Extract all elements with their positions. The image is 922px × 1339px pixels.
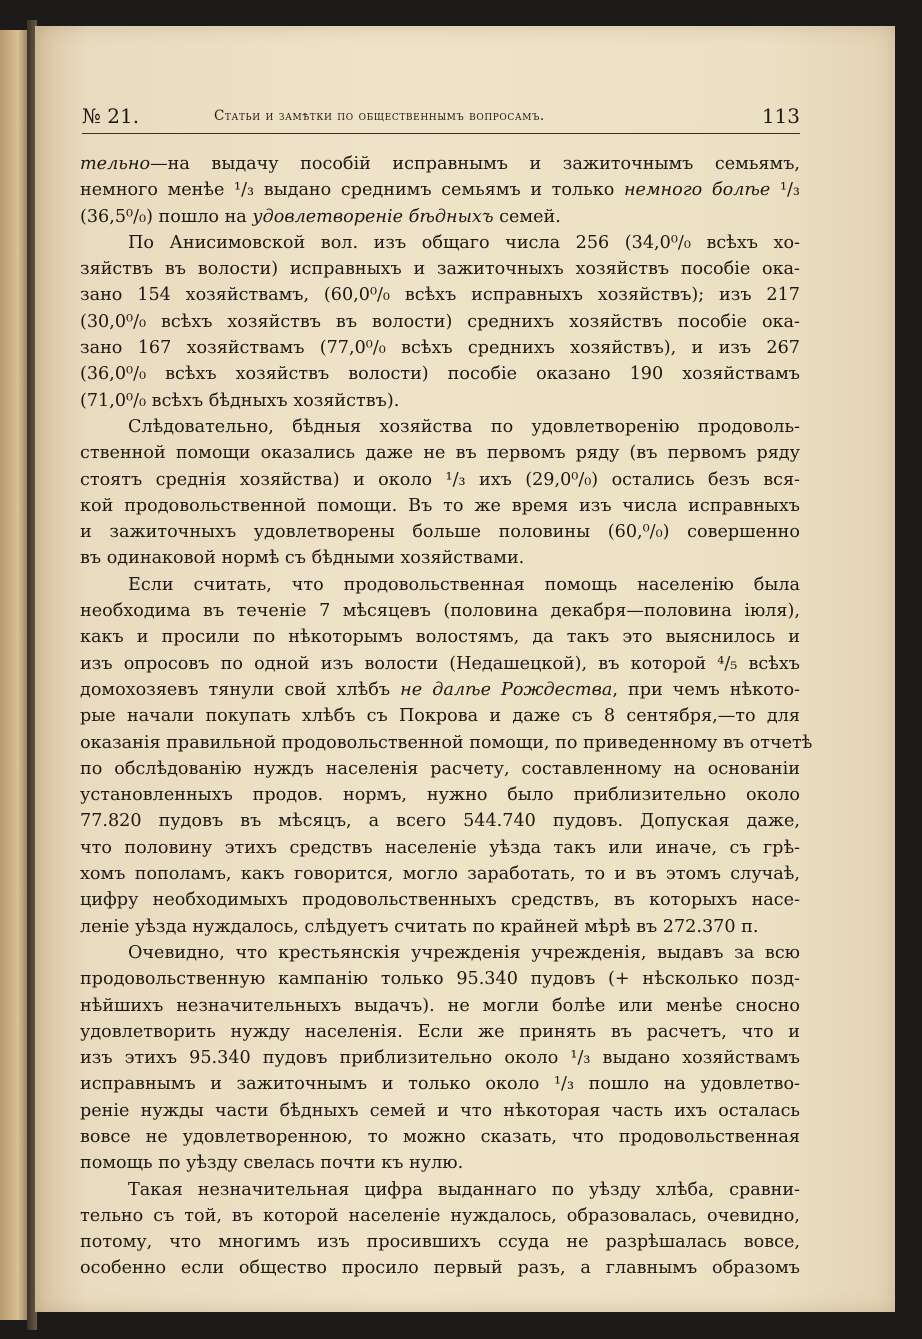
text-line [80, 1071, 800, 1097]
text-segment: немного менѣе ¹/₃ выдано среднимъ семьямъ и только [80, 180, 624, 201]
text-segment: потому, что многимъ изъ просившихъ ссуда не разрѣшалась вовсе, [80, 1232, 800, 1253]
text-line [80, 388, 800, 414]
body-text [80, 151, 813, 1282]
text-line [80, 204, 800, 230]
text-segment: тельно съ той, въ которой населеніе нуждалось, образовалась, очевидно, [80, 1205, 800, 1226]
text-line [80, 467, 800, 493]
text-segment: домохозяевъ тянули свой хлѣбъ [80, 679, 401, 700]
text-segment: стоятъ среднія хозяйства) и около ¹/₃ ихъ (29,0⁰/₀) остались безъ вся- [80, 469, 800, 490]
text-line [80, 1177, 800, 1203]
text-line [80, 519, 800, 545]
text-segment: въ одинаковой нормѣ съ бѣдными хозяйствами. [80, 548, 525, 569]
italic-text: не далѣе Рождества [400, 679, 613, 700]
text-segment: семей. [493, 206, 561, 227]
text-segment: кой продовольственной помощи. Въ то же время изъ числа исправныхъ [80, 495, 800, 516]
text-segment: оказанія правильной продовольственной помощи, по приведенному въ отчетѣ [80, 732, 813, 753]
text-line [80, 914, 800, 940]
text-segment: изъ опросовъ по одной изъ волости (Недашецкой), въ которой ⁴/₅ всѣхъ [80, 653, 800, 674]
text-segment: особенно если общество просило первый разъ, а главнымъ образомъ [80, 1258, 800, 1279]
text-line [80, 151, 800, 177]
text-segment: помощь по уѣзду свелась почти къ нулю. [80, 1153, 464, 1174]
text-segment: и зажиточныхъ удовлетворены больше половины (60,⁰/₀) совершенно [80, 522, 800, 543]
text-segment: Если считать, что продовольственная помощь населенію была [128, 574, 800, 595]
text-line [80, 414, 800, 440]
text-line [80, 835, 800, 861]
text-line [80, 572, 800, 598]
text-segment: ¹/₃ [770, 180, 800, 201]
text-line [80, 309, 800, 335]
section-title: Статьи и замѣтки по общественнымъ вопросамъ. [214, 108, 545, 124]
text-segment: нѣйшихъ незначительныхъ выдачъ). не могли болѣе или менѣе сносно [80, 995, 800, 1016]
text-segment: зано 167 хозяйствамъ (77,0⁰/₀ всѣхъ среднихъ хозяйствъ), и изъ 267 [80, 338, 800, 359]
text-segment: рые начали покупать хлѣбъ съ Покрова и даже съ 8 сентября,—то для [80, 706, 800, 727]
text-line [80, 966, 800, 992]
text-line [80, 282, 800, 308]
text-line [80, 361, 800, 387]
text-line [80, 730, 813, 756]
text-line [80, 703, 800, 729]
text-line [80, 1229, 800, 1255]
text-segment: вовсе не удовлетворенною, то можно сказать, что продовольственная [80, 1126, 800, 1147]
text-line [80, 651, 800, 677]
text-line [80, 1019, 800, 1045]
text-segment: реніе нужды части бѣдныхъ семей и что нѣкоторая часть ихъ осталась [80, 1100, 800, 1121]
header-rule [82, 133, 800, 134]
text-segment: Слѣдовательно, бѣдныя хозяйства по удовлетворенію продоволь- [128, 416, 800, 437]
text-line [80, 1203, 800, 1229]
text-segment: (36,0⁰/₀ всѣхъ хозяйствъ волости) пособіе оказано 190 хозяйствамъ [80, 364, 800, 385]
text-segment: (36,5⁰/₀) пошло на [80, 206, 253, 227]
text-line [80, 782, 800, 808]
text-segment: исправнымъ и зажиточнымъ и только около ¹/₃ пошло на удовлетво- [80, 1074, 800, 1095]
text-line [80, 940, 800, 966]
text-line [80, 677, 800, 703]
text-line [80, 440, 800, 466]
text-segment: зяйствъ въ волости) исправныхъ и зажиточныхъ хозяйствъ пособіе ока- [80, 259, 800, 280]
text-line [80, 1045, 800, 1071]
text-segment: леніе уѣзда нуждалось, слѣдуетъ считать по крайней мѣрѣ въ 272.370 п. [80, 916, 759, 937]
text-line [80, 1098, 800, 1124]
italic-text: удовлетвореніе бѣдныхъ [252, 206, 494, 227]
issue-number: № 21. [82, 104, 140, 128]
text-segment: (30,0⁰/₀ всѣхъ хозяйствъ въ волости) среднихъ хозяйствъ пособіе ока- [80, 311, 800, 332]
text-segment: 77.820 пудовъ въ мѣсяцъ, а всего 544.740 пудовъ. Допуская даже, [80, 811, 800, 832]
text-segment: необходима въ теченіе 7 мѣсяцевъ (половина декабря—половина іюля), [80, 601, 800, 622]
text-segment: удовлетворить нужду населенія. Если же принять въ расчетъ, что и [80, 1021, 800, 1042]
text-segment: —на выдачу пособій исправнымъ и зажиточнымъ семьямъ, [150, 154, 800, 174]
text-line [80, 598, 800, 624]
text-segment: цифру необходимыхъ продовольственныхъ средствъ, въ которыхъ насе- [80, 890, 800, 911]
text-segment: какъ и просили по нѣкоторымъ волостямъ, да такъ это выяснилось и [80, 627, 800, 648]
text-line [80, 756, 800, 782]
text-segment: Такая незначительная цифра выданнаго по уѣзду хлѣба, сравни- [128, 1179, 800, 1200]
text-line [80, 493, 800, 519]
text-line [80, 545, 800, 571]
text-segment: хомъ пополамъ, какъ говорится, могло заработать, то и въ этомъ случаѣ, [80, 864, 800, 885]
text-line [80, 335, 800, 361]
text-segment: По Анисимовской вол. изъ общаго числа 256 (34,0⁰/₀ всѣхъ хо- [128, 232, 800, 253]
text-line [80, 177, 800, 203]
page-number: 113 [761, 104, 800, 128]
text-segment: изъ этихъ 95.340 пудовъ приблизительно около ¹/₃ выдано хозяйствамъ [80, 1048, 800, 1069]
italic-text: немного болѣе [623, 180, 771, 201]
text-line [80, 1255, 800, 1281]
text-segment: (71,0⁰/₀ всѣхъ бѣдныхъ хозяйствъ). [80, 390, 400, 411]
text-line [80, 1124, 800, 1150]
text-line [80, 230, 800, 256]
text-line [80, 1150, 800, 1176]
text-segment: по обслѣдованію нуждъ населенія расчету, составленному на основаніи [80, 758, 800, 779]
text-line [80, 993, 800, 1019]
facing-page-edge [0, 30, 30, 1320]
text-segment: , при чемъ нѣкото- [612, 679, 800, 700]
text-segment: что половину этихъ средствъ населеніе уѣзда такъ или иначе, съ грѣ- [80, 837, 800, 858]
text-segment: зано 154 хозяйствамъ, (60,0⁰/₀ всѣхъ исправныхъ хозяйствъ); изъ 217 [80, 285, 800, 306]
text-segment: продовольственную кампанію только 95.340 пудовъ (+ нѣсколько позд- [80, 969, 800, 990]
text-segment: ственной помощи оказались даже не въ первомъ ряду (въ первомъ ряду [80, 443, 800, 464]
text-segment: Очевидно, что крестьянскія учрежденія учрежденія, выдавъ за всю [128, 942, 800, 963]
text-segment: установленныхъ продов. нормъ, нужно было приблизительно около [80, 785, 800, 806]
running-header [82, 100, 800, 134]
text-line [80, 808, 800, 834]
text-line [80, 861, 800, 887]
italic-text: тельно [80, 154, 151, 174]
text-line [80, 624, 800, 650]
text-line [80, 256, 800, 282]
text-line [80, 887, 800, 913]
